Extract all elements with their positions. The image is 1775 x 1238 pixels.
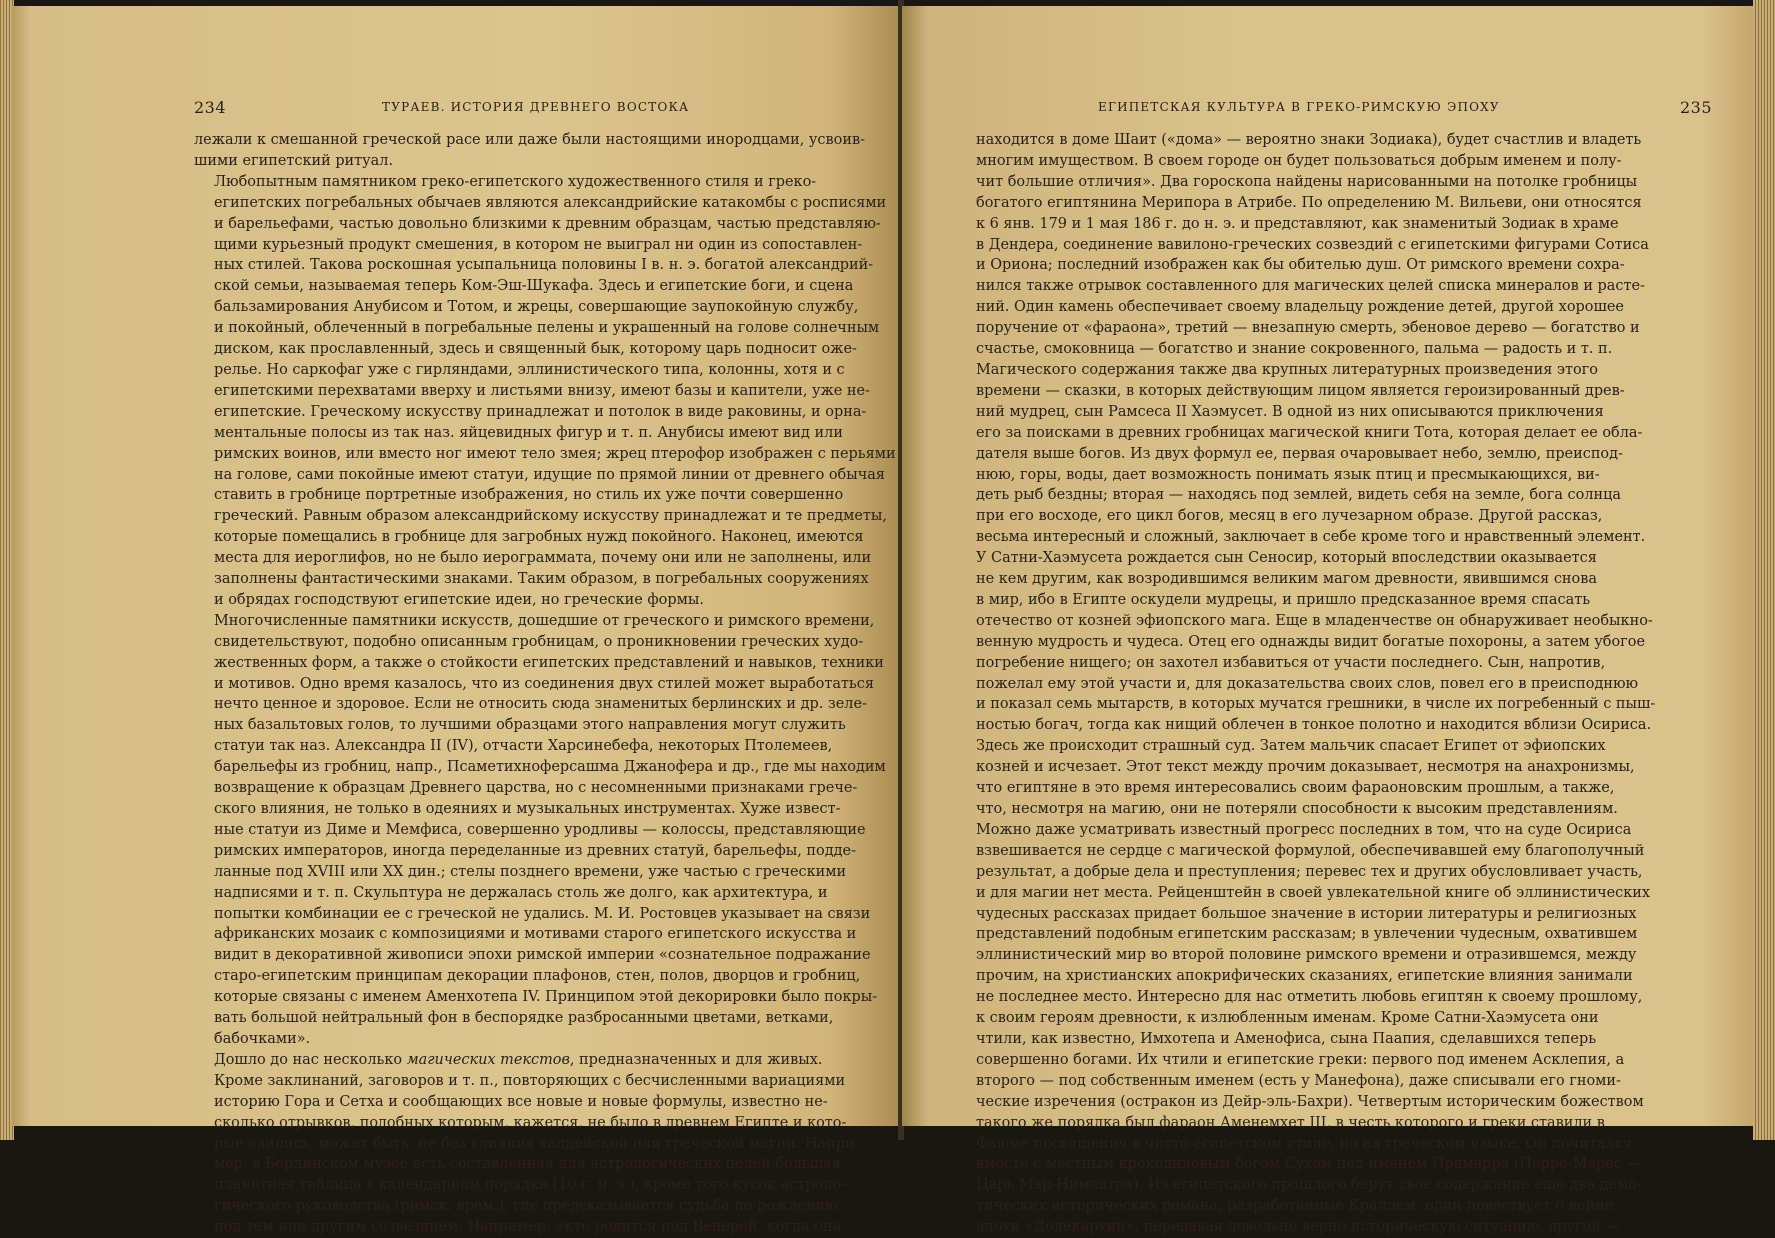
text-line: богатого египтянина Мерипора в Атрибе. По определению М. Вильеви, они относятся xyxy=(976,194,1642,211)
text-line: и барельефами, частью довольно близкими к древним образцам, частью представляю- xyxy=(214,215,881,232)
text-line: попытки комбинации ее с греческой не удались. М. И. Ростовцев указывает на связи xyxy=(214,905,871,922)
left-page-number: 234 xyxy=(194,98,227,117)
text-line: старо-египетским принципам декорации плафонов, стен, полов, дворцов и гробниц, xyxy=(214,968,861,985)
paragraph xyxy=(194,611,886,1050)
text-line: египетских погребальных обычаев являются александрийские катакомбы с росписями xyxy=(214,194,887,211)
text-line: рые явились, может быть, не без влияния халдейской или греческой магии. Напри- xyxy=(214,1135,860,1152)
text-line: не последнее место. Интересно для нас отметить любовь египтян к своему прошлому, xyxy=(976,989,1643,1006)
text-line: и мотивов. Одно время казалось, что из соединения двух стилей может выработаться xyxy=(214,675,874,692)
text-line: мер, в Берлинском музее есть составленная для астрологических целей большая xyxy=(214,1156,841,1173)
text-line: Фаюме посвящения в чисто египетском стиле, но на греческом языке. Он почитался xyxy=(976,1135,1632,1152)
text-line: надписями и т. п. Скульптура не держалась столь же долго, как архитектура, и xyxy=(214,884,828,901)
text-line: что, несмотря на магию, они не потеряли способности к высоким представлениям. xyxy=(976,801,1618,817)
text-line: ского влияния, не только в одеяниях и музыкальных инструментах. Хуже извест- xyxy=(214,801,841,817)
text-line: прочим, на христианских апокрифических сказаниях, египетские влияния занимали xyxy=(976,968,1633,985)
text-line: ностью богач, тогда как нищий облечен в тонкое полотно и находится вблизи Осириса. xyxy=(976,717,1652,734)
text-line: в мир, ибо в Египте оскудели мудрецы, и пришло предсказанное время спасать xyxy=(976,591,1591,608)
text-line: представлений подобным египетским рассказам; в увлечении чудесным, охватившем xyxy=(976,926,1638,943)
text-line: бабочками». xyxy=(214,1030,311,1047)
text-line: результат, а добрые дела и преступления; перевес тех и других обусловливает участь, xyxy=(976,863,1643,880)
paragraph xyxy=(194,1050,860,1238)
text-line: при его восходе, его цикл богов, месяц в его лучезарном образе. Другой рассказ, xyxy=(976,508,1603,525)
text-line: вместе с местным крокодиловым богом Сухом под именем Прамарра (Перро-Марес — xyxy=(976,1156,1641,1173)
text-line: заполнены фантастическими знаками. Таким образом, в погребальных сооружениях xyxy=(214,571,869,588)
text-line: видит в декоративной живописи эпохи римской империи «сознательное подражание xyxy=(214,947,871,964)
text-line: времени — сказки, в которых действующим лицом является героизированный древ- xyxy=(976,382,1625,399)
text-line: ланные под XVIII или XX дин.; стелы позднего времени, уже частью с греческими xyxy=(214,863,847,880)
text-line: счастье, смоковница — богатство и знание сокровенного, пальма — радость и т. п. xyxy=(976,341,1613,358)
text-line: которые помещались в гробнице для загробных нужд покойного. Наконец, имеются xyxy=(214,529,864,546)
text-line: ставить в гробнице портретные изображения, но стиль их уже почти совершенно xyxy=(214,487,844,504)
text-line: и Ориона; последний изображен как бы обителью душ. От римского времени сохра- xyxy=(976,257,1625,274)
text-line: эпохи «Додекархии», передавая довольно верно историческую ситуацию, другой — xyxy=(976,1219,1620,1236)
text-line: У Сатни-Хаэмусета рождается сын Сеносир, который впоследствии оказывается xyxy=(976,550,1597,567)
text-line: греческий. Равным образом александрийскому искусству принадлежат и те предметы, xyxy=(214,508,887,525)
text-line: эллинистический мир во второй половине римского времени и отразившемся, между xyxy=(976,947,1637,964)
text-line: чит большие отличия». Два гороскопа найдены нарисованными на потолке гробницы xyxy=(976,173,1638,190)
left-text-column xyxy=(194,130,896,1238)
text-line: взвешивается не сердце с магической формулой, обеспечивавшей ему благополучный xyxy=(976,842,1645,859)
text-line: на голове, сами покойные имеют статуи, идущие по прямой линии от древнего обычая xyxy=(214,466,885,483)
text-line: такого же порядка был фараон Аменемхет III, в честь которого и греки ставили в xyxy=(976,1114,1605,1131)
text-line: под тем или другим созвездием. Например: «кто родится под Венерой, когда она xyxy=(214,1219,842,1236)
text-line: лежали к смешанной греческой расе или даже были настоящими инородцами, усвоив- xyxy=(194,132,865,148)
text-line: нюю, горы, воды, дает возможность понимать язык птиц и пресмыкающихся, ви- xyxy=(976,466,1600,483)
text-line: в Дендера, соединение вавилоно-греческих созвездий с египетскими фигурами Сотиса xyxy=(976,236,1649,253)
text-line: к 6 янв. 179 и 1 мая 186 г. до н. э. и представляют, как знаменитый Зодиак в храме xyxy=(976,215,1619,232)
text-line: Можно даже усматривать известный прогресс последних в том, что на суде Осириса xyxy=(976,821,1632,838)
text-line: его за поисками в древних гробницах магической книги Тота, которая делает ее обла- xyxy=(976,424,1643,441)
text-line: чтили, как известно, Имхотепа и Аменофиса, сына Паапия, сделавшихся теперь xyxy=(976,1030,1597,1047)
text-line: и показал семь мытарств, в которых мучатся грешники, в числе их погребенный с пыш- xyxy=(976,696,1656,713)
text-line: африканских мозаик с композициями и мотивами старого египетского искусства и xyxy=(214,926,857,943)
text-line: что египтяне в это время интересовались своим фараоновским прошлым, а также, xyxy=(976,780,1615,797)
text-line: нечто ценное и здоровое. Если не относить сюда знаменитых берлинских и др. зеле- xyxy=(214,696,867,713)
text-line: историю Гора и Сетха и сообщающих все новые и новые формулы, известно не- xyxy=(214,1093,828,1110)
text-line: не кем другим, как возродившимся великим магом древности, явившимся снова xyxy=(976,571,1597,588)
text-line: римских воинов, или вместо ног имеют тело змея; жрец птерофор изображен с перьями xyxy=(214,445,896,462)
text-line: и покойный, облеченный в погребальные пелены и украшенный на голове солнечным xyxy=(214,320,880,337)
text-line: барельефы из гробниц, напр., Псаметихноферсашма Джанофера и др., где мы находим xyxy=(214,759,886,776)
text-line: Царь Мар-Нимаатра). Из египетского прошлого берут свое содержание еще два демо- xyxy=(976,1177,1642,1194)
text-line: египетские. Греческому искусству принадлежат и потолок в виде раковины, и орна- xyxy=(214,403,867,420)
text-line: римских императоров, иногда переделанные из древних статуй, барельефы, подде- xyxy=(214,842,856,859)
text-line: сколько отрывков, подобных которым, кажется, не было в древнем Египте и кото- xyxy=(214,1114,847,1131)
text-line: погребение нищего; он захотел избавиться от участи последнего. Сын, напротив, xyxy=(976,654,1606,671)
paragraph xyxy=(956,360,1656,1238)
text-line: ний мудрец, сын Рамсеса II Хаэмусет. В одной из них описываются приключения xyxy=(976,403,1604,420)
text-line: ных стилей. Такова роскошная усыпальница половины I в. н. э. богатой александрий- xyxy=(214,257,874,274)
text-line: козней и исчезает. Этот текст между прочим доказывает, несмотря на анахронизмы, xyxy=(976,759,1635,776)
text-line: места для иероглифов, но не было иерограмматa, почему они или не заполнены, или xyxy=(214,550,872,567)
paragraph xyxy=(956,130,1649,360)
text-line: ской семьи, называемая теперь Ком-Эш-Шукафа. Здесь и египетские боги, и сцена xyxy=(214,278,854,295)
text-line: второго — под собственным именем (есть у Манефона), даже списывали его гноми- xyxy=(976,1072,1621,1089)
text-line: египетскими перехватами вверху и листьями внизу, имеют базы и капители, уже не- xyxy=(214,382,870,399)
left-page xyxy=(12,6,900,1236)
text-line: ных базальтовых голов, то лучшими образцами этого направления могут служить xyxy=(214,717,846,734)
text-line: поручение от «фараона», третий — внезапную смерть, эбеновое дерево — богатство и xyxy=(976,320,1640,337)
text-line: нился также отрывок составленного для магических целей списка минералов и расте- xyxy=(976,278,1645,295)
text-line: совершенно богами. Их чтили и египетские греки: первого под именем Асклепия, а xyxy=(976,1051,1625,1068)
text-line: планетная таблица в календарном порядке (10 г. н. э.), кроме того кусок астроло- xyxy=(214,1177,847,1194)
text-line: шими египетский ритуал. xyxy=(194,152,394,169)
text-line: гического руководства (римск. врем.), где предсказывается судьба по рождению xyxy=(214,1198,838,1215)
text-line: статуи так наз. Александра II (IV), отчасти Харсинебефа, некоторых Птолемеев, xyxy=(214,738,833,755)
text-line: чудесных рассказах придает большое значение в истории литературы и религиозных xyxy=(976,905,1637,922)
text-line: ческие изречения (остракон из Дейр-эль-Бахри). Четвертым историческим божеством xyxy=(976,1093,1644,1110)
text-line: вать большой нейтральный фон в беспорядке разбросанными цветами, ветками, xyxy=(214,1010,834,1027)
text-line: венную мудрость и чудеса. Отец его однажды видит богатые похороны, а затем убогое xyxy=(976,633,1645,650)
text-line: многим имуществом. В своем городе он будет пользоваться добрым именем и полу- xyxy=(976,152,1622,169)
text-line: Здесь же происходит страшный суд. Затем мальчик спасает Египет от эфиопских xyxy=(976,738,1606,755)
paragraph xyxy=(194,130,865,172)
text-line: и обрядах господствуют египетские идеи, но греческие формы. xyxy=(214,591,704,608)
text-line: дателя выше богов. Из двух формул ее, первая очаровывает небо, землю, преиспод- xyxy=(976,445,1623,462)
text-line: релье. Но саркофаг уже с гирляндами, эллинистического типа, колонны, хотя и с xyxy=(214,361,845,378)
text-line: щими курьезный продукт смешения, в котором не выиграл ни один из сопоставлен- xyxy=(214,236,863,253)
left-header-title: ТУРАЕВ. ИСТОРИЯ ДРЕВНЕГО ВОСТОКА xyxy=(382,100,690,114)
text-line: ные статуи из Диме и Мемфиса, совершенно уродливы — колоссы, представляющие xyxy=(214,821,866,838)
text-line: Магического содержания также два крупных литературных произведения этого xyxy=(976,361,1598,378)
text-line: ний. Один камень обеспечивает своему владельцу рождение детей, другой хорошее xyxy=(976,299,1624,316)
text-line: Многочисленные памятники искусств, дошедшие от греческого и римского времени, xyxy=(214,612,875,629)
text-line: Кроме заклинаний, заговоров и т. п., повторяющих с бесчисленными вариациями xyxy=(214,1072,846,1089)
text-line: деть рыб бездны; вторая — находясь под землей, видеть себя на земле, бога солнца xyxy=(976,487,1621,504)
text-line: возвращение к образцам Древнего царства, но с несомненными признаками грече- xyxy=(214,780,858,797)
italic-term: магических текстов xyxy=(406,1051,570,1068)
text-line: тических исторических романа, разработанные Краллем: один повествует о войне xyxy=(976,1198,1614,1215)
text-line: весьма интересный и сложный, заключает в себе кроме того и нравственный элемент. xyxy=(976,529,1646,546)
text-line: пожелал ему этой участи и, для доказательства своих слов, повел его в преисподнюю xyxy=(976,675,1639,692)
text-line: диском, как прославленный, здесь и священный бык, которому царь подносит оже- xyxy=(214,341,857,358)
text-line: свидетельствуют, подобно описанным гробницам, о проникновении греческих худо- xyxy=(214,633,864,650)
text-line: которые связаны с именем Аменхотепа IV. Принципом этой декорировки было покры- xyxy=(214,989,878,1006)
text-line: и для магии нет места. Рейценштейн в своей увлекательной книге об эллинистических xyxy=(976,884,1651,901)
right-page-number: 235 xyxy=(1679,98,1712,117)
right-text-column xyxy=(956,130,1656,1238)
right-page-edges xyxy=(1753,0,1775,1140)
text-line: ментальные полосы из так наз. яйцевидных фигур и т. п. Анубисы имеют вид или xyxy=(214,424,843,441)
text-line: жественных форм, а также о стойкости египетских представлений и навыков, техники xyxy=(214,654,884,671)
paragraph xyxy=(194,172,896,611)
text-line: бальзамирования Анубисом и Тотом, и жрецы, совершающие заупокойную службу, xyxy=(214,299,859,316)
text-line: Дошло до нас несколько магических текстов, предназначенных и для живых. xyxy=(214,1051,823,1068)
text-line: находится в доме Шаит («дома» — вероятно знаки Зодиака), будет счастлив и владеть xyxy=(976,132,1642,148)
right-page xyxy=(902,6,1754,1236)
text-line: Любопытным памятником греко-египетского художественного стиля и греко- xyxy=(214,173,817,190)
text-line: отечество от козней эфиопского мага. Еще в младенчестве он обнаруживает необыкно- xyxy=(976,612,1653,629)
text-line: к своим героям древности, к излюбленным именам. Кроме Сатни-Хаэмусета они xyxy=(976,1010,1599,1027)
right-header-title: ЕГИПЕТСКАЯ КУЛЬТУРА В ГРЕКО-РИМСКУЮ ЭПОХУ xyxy=(1098,100,1500,114)
